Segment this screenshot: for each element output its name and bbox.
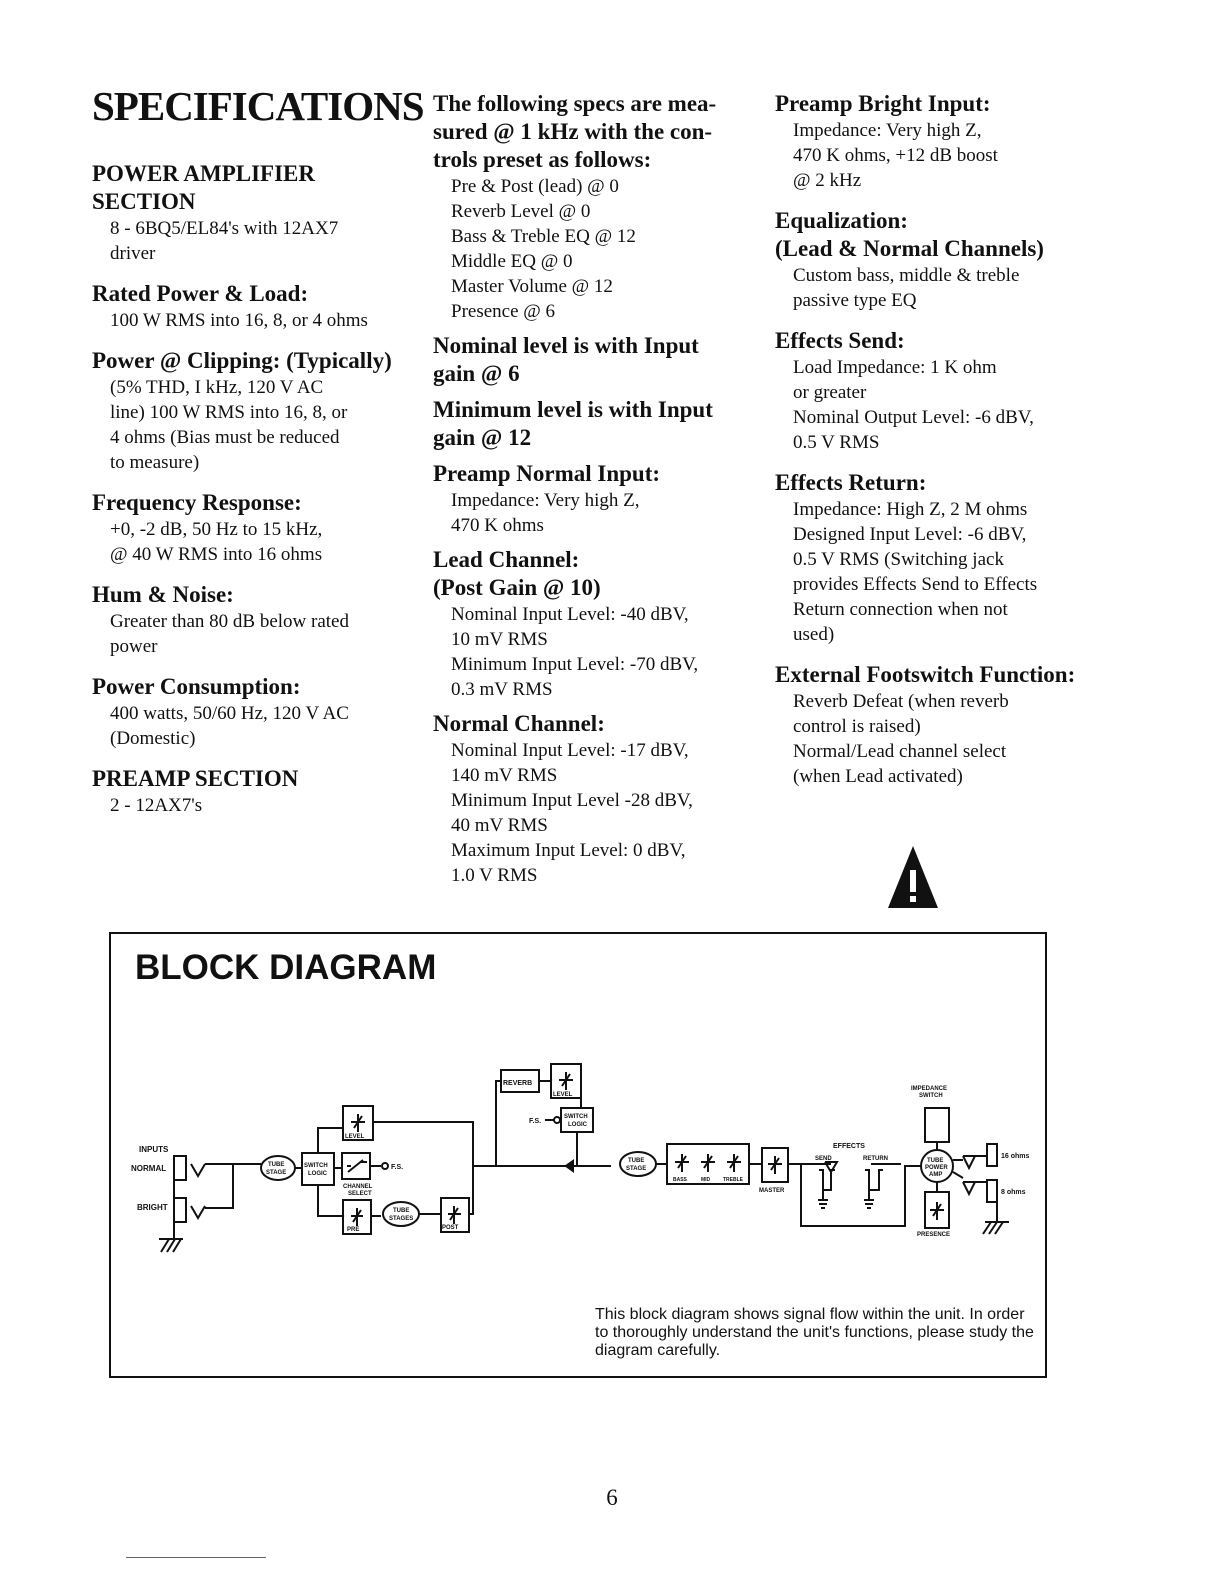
spec-line: 0.5 V RMS xyxy=(793,432,880,453)
section-heading: Rated Power & Load: xyxy=(92,281,309,306)
block-diagram-panel xyxy=(109,932,1047,1378)
spec-line: Normal/Lead channel select xyxy=(793,741,1007,762)
section-heading: Power Consumption: xyxy=(92,674,301,699)
intro-line: sured @ 1 kHz with the con- xyxy=(433,119,713,144)
spacer xyxy=(433,702,763,710)
spec-line: control is raised) xyxy=(793,716,921,737)
spec-line: 140 mV RMS xyxy=(451,765,558,786)
svg-text:IMPEDANCE: IMPEDANCE xyxy=(911,1086,948,1092)
svg-text:F.S.: F.S. xyxy=(391,1164,404,1171)
svg-text:SWITCH: SWITCH xyxy=(304,1163,328,1169)
svg-text:CHANNEL: CHANNEL xyxy=(343,1184,373,1190)
svg-text:STAGE: STAGE xyxy=(266,1170,287,1176)
section-heading: PREAMP SECTION xyxy=(92,766,299,791)
spec-line: used) xyxy=(793,624,835,645)
svg-text:BASS: BASS xyxy=(673,1177,687,1183)
ohms-16-label: 16 ohms xyxy=(1001,1153,1030,1160)
spacer xyxy=(92,333,422,347)
section-heading: Preamp Normal Input: xyxy=(433,461,661,486)
section-heading: (Post Gain @ 10) xyxy=(433,575,601,600)
preset-line: Presence @ 6 xyxy=(451,301,556,322)
preset-line: Middle EQ @ 0 xyxy=(451,251,573,272)
note-line: Nominal level is with Input xyxy=(433,333,699,358)
spec-line: 470 K ohms xyxy=(451,515,544,536)
svg-text:TUBE: TUBE xyxy=(927,1158,944,1164)
preset-line: Reverb Level @ 0 xyxy=(451,201,591,222)
normal-jack-switch xyxy=(191,1164,205,1176)
block-diagram-title: BLOCK DIAGRAM xyxy=(135,948,437,987)
output-16-ohms-jack xyxy=(987,1144,997,1166)
inputs-label: INPUTS xyxy=(139,1145,169,1154)
spacer xyxy=(433,388,763,396)
spec-line: Nominal Input Level: -17 dBV, xyxy=(451,740,689,761)
page-number: 6 xyxy=(606,1485,618,1510)
svg-text:LEVEL: LEVEL xyxy=(553,1092,573,1098)
normal-jack-icon xyxy=(174,1156,186,1180)
spec-line: +0, -2 dB, 50 Hz to 15 kHz, xyxy=(110,519,323,540)
spec-line: Impedance: High Z, 2 M ohms xyxy=(793,499,1028,520)
svg-text:F.S.: F.S. xyxy=(529,1118,542,1125)
spacer xyxy=(92,266,422,280)
svg-text:SWITCH: SWITCH xyxy=(919,1093,943,1099)
preset-line: Bass & Treble EQ @ 12 xyxy=(451,226,636,247)
svg-text:POWER: POWER xyxy=(925,1165,948,1171)
spec-line: Designed Input Level: -6 dBV, xyxy=(793,524,1027,545)
spacer xyxy=(775,455,1105,469)
spec-line: 4 ohms (Bias must be reduced xyxy=(110,427,340,448)
spec-line: 8 - 6BQ5/EL84's with 12AX7 xyxy=(110,218,339,239)
spec-line: to measure) xyxy=(110,452,200,473)
spec-line: Maximum Input Level: 0 dBV, xyxy=(451,840,686,861)
svg-text:REVERB: REVERB xyxy=(503,1080,533,1087)
svg-text:SWITCH: SWITCH xyxy=(564,1114,588,1120)
svg-text:LEVEL: LEVEL xyxy=(345,1134,365,1140)
switch-logic-block xyxy=(302,1153,334,1185)
preset-line: Pre & Post (lead) @ 0 xyxy=(451,176,619,197)
section-heading: Equalization: xyxy=(775,208,908,233)
spec-line: line) 100 W RMS into 16, 8, or xyxy=(110,402,348,423)
spec-line: 100 W RMS into 16, 8, or 4 ohms xyxy=(110,310,368,331)
svg-text:LOGIC: LOGIC xyxy=(308,1171,327,1177)
section-heading: POWER AMPLIFIER SECTION xyxy=(92,161,315,214)
svg-text:TUBE: TUBE xyxy=(393,1208,410,1214)
spec-line: @ 40 W RMS into 16 ohms xyxy=(110,544,323,565)
spec-line: power xyxy=(110,636,158,657)
left-column xyxy=(92,160,422,818)
spacer xyxy=(92,567,422,581)
svg-text:PRE: PRE xyxy=(347,1227,360,1233)
warning-triangle-icon xyxy=(888,846,938,908)
section-heading: Frequency Response: xyxy=(92,490,302,515)
spec-line: 400 watts, 50/60 Hz, 120 V AC xyxy=(110,703,349,724)
spec-line: 0.5 V RMS (Switching jack xyxy=(793,549,1004,570)
section-heading: Lead Channel: xyxy=(433,547,580,572)
section-heading: Normal Channel: xyxy=(433,711,605,736)
spec-line: Impedance: Very high Z, xyxy=(793,120,982,141)
spec-line: 2 - 12AX7's xyxy=(110,795,203,816)
spec-line: Custom bass, middle & treble xyxy=(793,265,1020,286)
output-8-ohms-jack xyxy=(987,1180,997,1202)
svg-text:SEND: SEND xyxy=(815,1156,832,1162)
spec-line: 10 mV RMS xyxy=(451,629,548,650)
tube-stage-2 xyxy=(620,1152,656,1176)
spec-line: Load Impedance: 1 K ohm xyxy=(793,357,997,378)
svg-text:POST: POST xyxy=(442,1225,459,1231)
tube-stage-1 xyxy=(261,1156,295,1180)
spec-line: 40 mV RMS xyxy=(451,815,548,836)
spacer xyxy=(775,647,1105,661)
bright-jack-icon xyxy=(174,1198,186,1222)
note-line: Minimum level is with Input xyxy=(433,397,713,422)
svg-text:STAGE: STAGE xyxy=(626,1166,647,1172)
svg-text:STAGES: STAGES xyxy=(389,1216,414,1222)
spec-line: 1.0 V RMS xyxy=(451,865,538,886)
middle-column xyxy=(433,90,763,888)
svg-text:MASTER: MASTER xyxy=(759,1188,785,1194)
spec-line: passive type EQ xyxy=(793,290,917,311)
impedance-switch-block xyxy=(925,1108,949,1142)
spec-line: (Domestic) xyxy=(110,728,196,749)
section-heading: External Footswitch Function: xyxy=(775,662,1076,687)
svg-text:RETURN: RETURN xyxy=(863,1156,888,1162)
svg-text:TUBE: TUBE xyxy=(268,1162,285,1168)
right-column xyxy=(775,90,1105,789)
spacer xyxy=(433,324,763,332)
section-heading: Effects Send: xyxy=(775,328,905,353)
ohms-8-label: 8 ohms xyxy=(1001,1189,1026,1196)
spec-line: @ 2 kHz xyxy=(793,170,862,191)
spacer xyxy=(433,538,763,546)
spec-line: Greater than 80 dB below rated xyxy=(110,611,349,632)
spacer xyxy=(433,452,763,460)
spec-line: (when Lead activated) xyxy=(793,766,963,787)
intro-line: trols preset as follows: xyxy=(433,147,652,172)
block-diagram-caption: This block diagram shows signal flow within the unit. In order to thoroughly understand the unit's functions, please study the diagram carefully. xyxy=(595,1306,1034,1359)
spec-line: Nominal Input Level: -40 dBV, xyxy=(451,604,689,625)
spacer xyxy=(775,193,1105,207)
svg-text:TUBE: TUBE xyxy=(628,1158,645,1164)
spec-line: provides Effects Send to Effects xyxy=(793,574,1038,595)
spec-line: or greater xyxy=(793,382,867,403)
svg-text:TREBLE: TREBLE xyxy=(723,1177,743,1183)
footer-rule xyxy=(126,1557,266,1558)
spec-line: Nominal Output Level: -6 dBV, xyxy=(793,407,1034,428)
spec-line: driver xyxy=(110,243,156,264)
note-line: gain @ 12 xyxy=(433,425,532,450)
svg-text:PRESENCE: PRESENCE xyxy=(917,1232,951,1238)
normal-label: NORMAL xyxy=(131,1164,167,1173)
section-heading: Power @ Clipping: (Typically) xyxy=(92,348,392,373)
svg-text:MID: MID xyxy=(701,1177,711,1183)
svg-text:EFFECTS: EFFECTS xyxy=(833,1143,865,1150)
section-heading: (Lead & Normal Channels) xyxy=(775,236,1044,261)
svg-text:SELECT: SELECT xyxy=(348,1191,372,1197)
svg-text:AMP: AMP xyxy=(929,1172,943,1178)
reverb-switch-logic-block xyxy=(561,1108,593,1132)
spec-line: Return connection when not xyxy=(793,599,1008,620)
bright-label: BRIGHT xyxy=(137,1203,168,1212)
spacer xyxy=(92,751,422,765)
section-heading: Preamp Bright Input: xyxy=(775,91,991,116)
spec-line: Minimum Input Level -28 dBV, xyxy=(451,790,693,811)
intro-line: The following specs are mea- xyxy=(433,91,717,116)
spec-line: Impedance: Very high Z, xyxy=(451,490,640,511)
spec-line: Reverb Defeat (when reverb xyxy=(793,691,1009,712)
page-title: SPECIFICATIONS xyxy=(92,83,424,129)
spacer xyxy=(92,659,422,673)
spec-line: Minimum Input Level: -70 dBV, xyxy=(451,654,699,675)
section-heading: Effects Return: xyxy=(775,470,927,495)
spec-line: (5% THD, I kHz, 120 V AC xyxy=(110,377,324,398)
spec-line: 470 K ohms, +12 dB boost xyxy=(793,145,998,166)
note-line: gain @ 6 xyxy=(433,361,520,386)
section-heading: Hum & Noise: xyxy=(92,582,234,607)
spacer xyxy=(775,313,1105,327)
preset-line: Master Volume @ 12 xyxy=(451,276,613,297)
svg-text:LOGIC: LOGIC xyxy=(568,1122,587,1128)
spec-line: 0.3 mV RMS xyxy=(451,679,553,700)
spacer xyxy=(92,475,422,489)
tube-stages xyxy=(383,1202,419,1226)
